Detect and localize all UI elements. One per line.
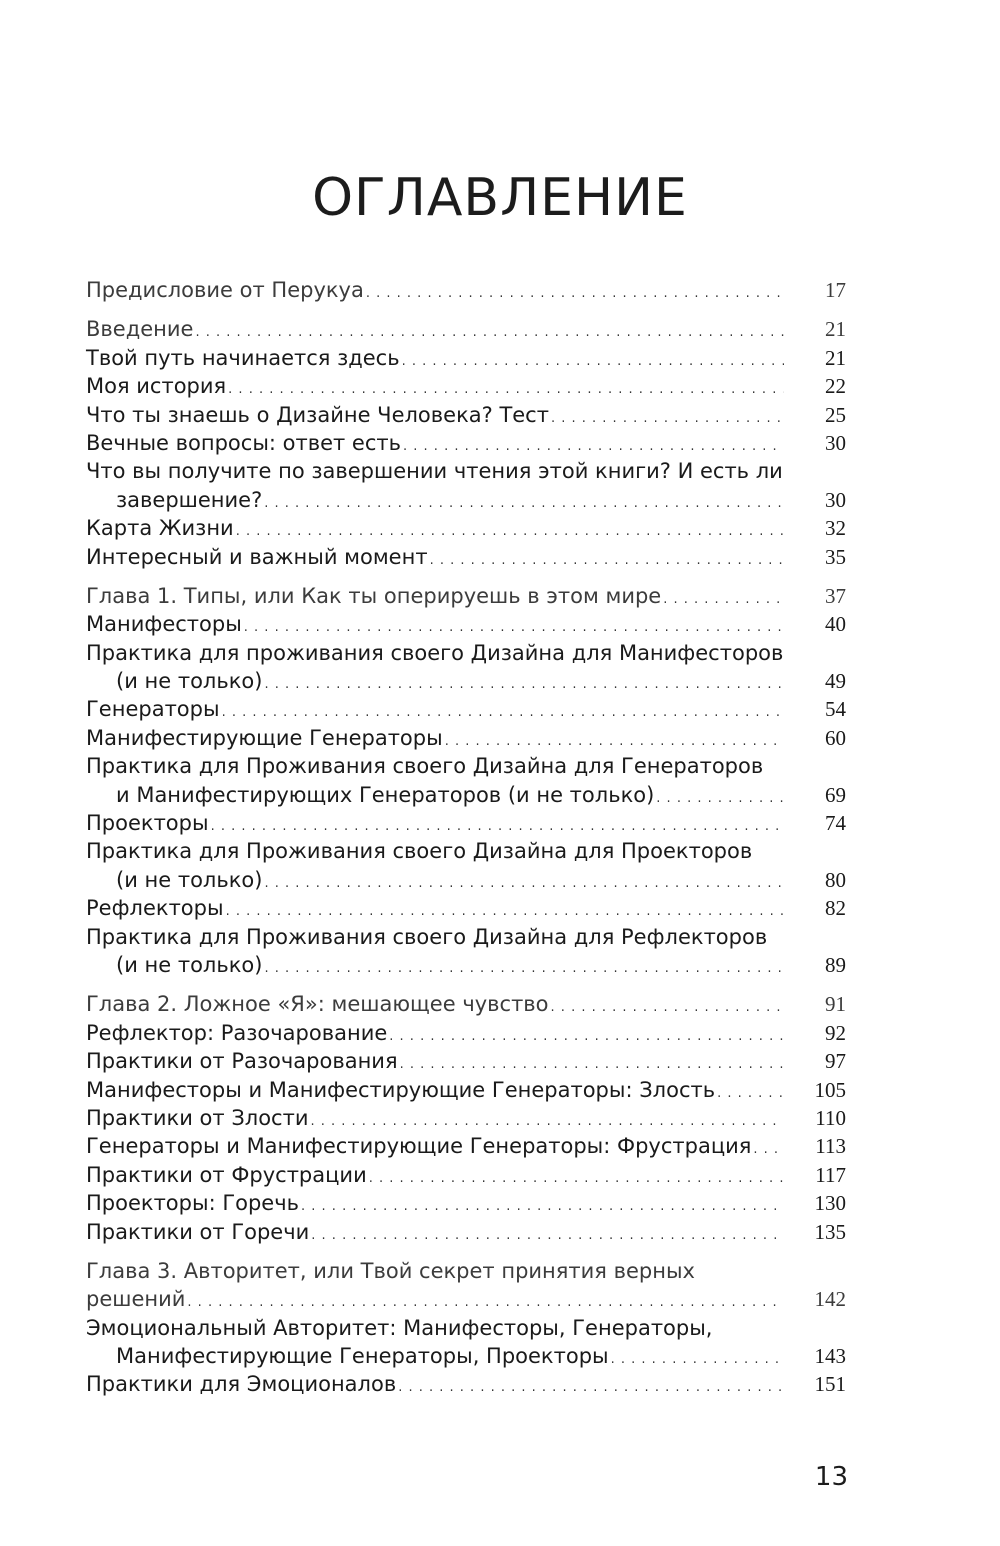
toc-entry-title: Глава 1. Типы, или Как ты оперируешь в этом мире [86, 583, 662, 608]
page-number: 13 [814, 1462, 848, 1492]
toc-chapter-entry [86, 1285, 846, 1313]
toc-page-number: 91 [825, 992, 846, 1017]
toc-entry-title: Рефлектор: Разочарование [86, 1020, 388, 1045]
dot-leader [366, 276, 784, 308]
toc-entry-title: Манифестирующие Генераторы [86, 725, 443, 750]
toc-entry [86, 1314, 846, 1342]
toc-entry [86, 752, 846, 780]
toc-entry-title: Что ты знаешь о Дизайне Человека? Тест [86, 402, 549, 427]
toc-entry [86, 1132, 846, 1160]
toc-entry [86, 1370, 846, 1398]
toc-page-number: 105 [814, 1077, 846, 1102]
toc-entry [86, 372, 846, 400]
dot-leader [398, 1370, 784, 1402]
toc-page-number: 80 [825, 867, 846, 892]
toc-page-number: 35 [825, 544, 846, 569]
toc-entry [86, 1104, 846, 1132]
toc-entry [86, 1047, 846, 1075]
toc-page-number: 151 [814, 1372, 846, 1397]
toc-entry [86, 639, 846, 667]
toc-entry-title: Манифестирующие Генераторы, Проекторы [116, 1344, 609, 1369]
toc-entry-title: завершение? [116, 487, 263, 512]
toc-entry-title: Глава 3. Авторитет, или Твой секрет принятия верных [86, 1258, 695, 1283]
toc-page-number: 69 [825, 782, 846, 807]
toc-page-number: 30 [825, 487, 846, 512]
toc-page-number: 130 [814, 1191, 846, 1216]
toc-entry [86, 1189, 846, 1217]
toc-entry [86, 951, 846, 979]
toc-page-number: 110 [815, 1105, 846, 1130]
toc-entry [86, 923, 846, 951]
toc-entry-title: Вечные вопросы: ответ есть [86, 430, 402, 455]
toc-chapter-entry [86, 276, 846, 304]
toc-entry [86, 724, 846, 752]
toc-entry-title: Карта Жизни [86, 516, 234, 541]
toc-entry-title: Моя история [86, 374, 227, 399]
toc-entry-title: Практики от Разочарования [86, 1049, 398, 1074]
dot-leader [264, 951, 784, 983]
toc-entry-title: Интересный и важный момент [86, 544, 428, 569]
toc-entry [86, 837, 846, 865]
toc-page-number: 22 [825, 374, 846, 399]
toc-page-number: 97 [825, 1049, 846, 1074]
toc-entry-title: Эмоциональный Авторитет: Манифесторы, Генераторы, [86, 1315, 713, 1340]
toc-page-number: 74 [825, 811, 846, 836]
toc-entry-title: Твой путь начинается здесь [86, 345, 400, 370]
toc-page-number: 89 [825, 952, 846, 977]
toc-entry-title: (и не только) [116, 867, 263, 892]
toc-entry-title: (и не только) [116, 669, 263, 694]
toc-page-number: 17 [825, 278, 846, 302]
toc-page-number: 54 [825, 697, 846, 722]
toc-page-number: 21 [825, 317, 846, 342]
toc-entry [86, 1076, 846, 1104]
toc-chapter-entry [86, 1257, 846, 1285]
toc-entry [86, 695, 846, 723]
toc-entry-title: и Манифестирующих Генераторов (и не только) [116, 782, 655, 807]
toc-entry [86, 1161, 846, 1189]
toc-entry [86, 486, 846, 514]
toc-entry [86, 543, 846, 571]
toc-entry-title: Практика для проживания своего Дизайна для Манифесторов [86, 640, 784, 665]
toc-entry-title: Предисловие от Перукуа [86, 278, 364, 302]
toc-entry-title: Практики для Эмоционалов [86, 1372, 397, 1397]
toc-entry [86, 866, 846, 894]
toc-entry [86, 514, 846, 542]
toc-page-number: 135 [814, 1219, 846, 1244]
toc-page-number: 37 [825, 583, 846, 608]
table-of-contents [86, 276, 846, 1399]
toc-entry [86, 457, 846, 485]
toc-page-number: 21 [825, 345, 846, 370]
toc-entry [86, 894, 846, 922]
toc-page-number: 49 [825, 669, 846, 694]
dot-leader [311, 1218, 784, 1250]
toc-entry-title: Практики от Фрустрации [86, 1162, 367, 1187]
toc-entry-title: Что вы получите по завершении чтения этой книги? И есть ли [86, 459, 783, 484]
toc-page-number: 32 [825, 516, 846, 541]
toc-entry-title: (и не только) [116, 952, 263, 977]
toc-page-number: 25 [825, 402, 846, 427]
toc-entry [86, 1342, 846, 1370]
dot-leader [430, 543, 784, 575]
toc-page-number: 40 [825, 612, 846, 637]
toc-entry [86, 401, 846, 429]
toc-page-number: 117 [815, 1162, 846, 1187]
toc-entry-title: Практика для Проживания своего Дизайна для Проекторов [86, 839, 753, 864]
toc-entry [86, 1218, 846, 1246]
toc-entry [86, 1019, 846, 1047]
toc-page-number: 92 [825, 1020, 846, 1045]
toc-chapter-entry [86, 990, 846, 1018]
toc-entry-title: Проекторы [86, 811, 209, 836]
toc-entry-title: Глава 2. Ложное «Я»: мешающее чувство [86, 992, 549, 1017]
toc-entry-title: Практики от Злости [86, 1105, 309, 1130]
toc-page-number: 143 [814, 1344, 846, 1369]
toc-entry-title: решений [86, 1287, 186, 1312]
toc-entry [86, 344, 846, 372]
toc-entry [86, 809, 846, 837]
toc-chapter-entry [86, 315, 846, 343]
toc-entry [86, 429, 846, 457]
toc-page-number: 60 [825, 725, 846, 750]
toc-entry-title: Манифесторы и Манифестирующие Генераторы: Злость [86, 1077, 716, 1102]
toc-page-number: 82 [825, 896, 846, 921]
toc-page-number: 113 [815, 1134, 846, 1159]
toc-chapter-entry [86, 582, 846, 610]
toc-entry [86, 781, 846, 809]
toc-entry-title: Генераторы и Манифестирующие Генераторы: Фрустрация [86, 1134, 752, 1159]
toc-entry-title: Манифесторы [86, 612, 242, 637]
toc-entry-title: Практика для Проживания своего Дизайна для Рефлекторов [86, 924, 768, 949]
toc-entry-title: Рефлекторы [86, 896, 224, 921]
toc-entry-title: Генераторы [86, 697, 220, 722]
toc-page-number: 30 [825, 430, 846, 455]
toc-entry-title: Введение [86, 317, 194, 342]
toc-entry [86, 667, 846, 695]
toc-entry-title: Практики от Горечи [86, 1219, 310, 1244]
toc-page-number: 142 [814, 1287, 846, 1312]
toc-entry [86, 610, 846, 638]
toc-entry-title: Проекторы: Горечь [86, 1191, 300, 1216]
toc-entry-title: Практика для Проживания своего Дизайна для Генераторов [86, 754, 764, 779]
page-title: ОГЛАВЛЕНИЕ [312, 168, 688, 228]
